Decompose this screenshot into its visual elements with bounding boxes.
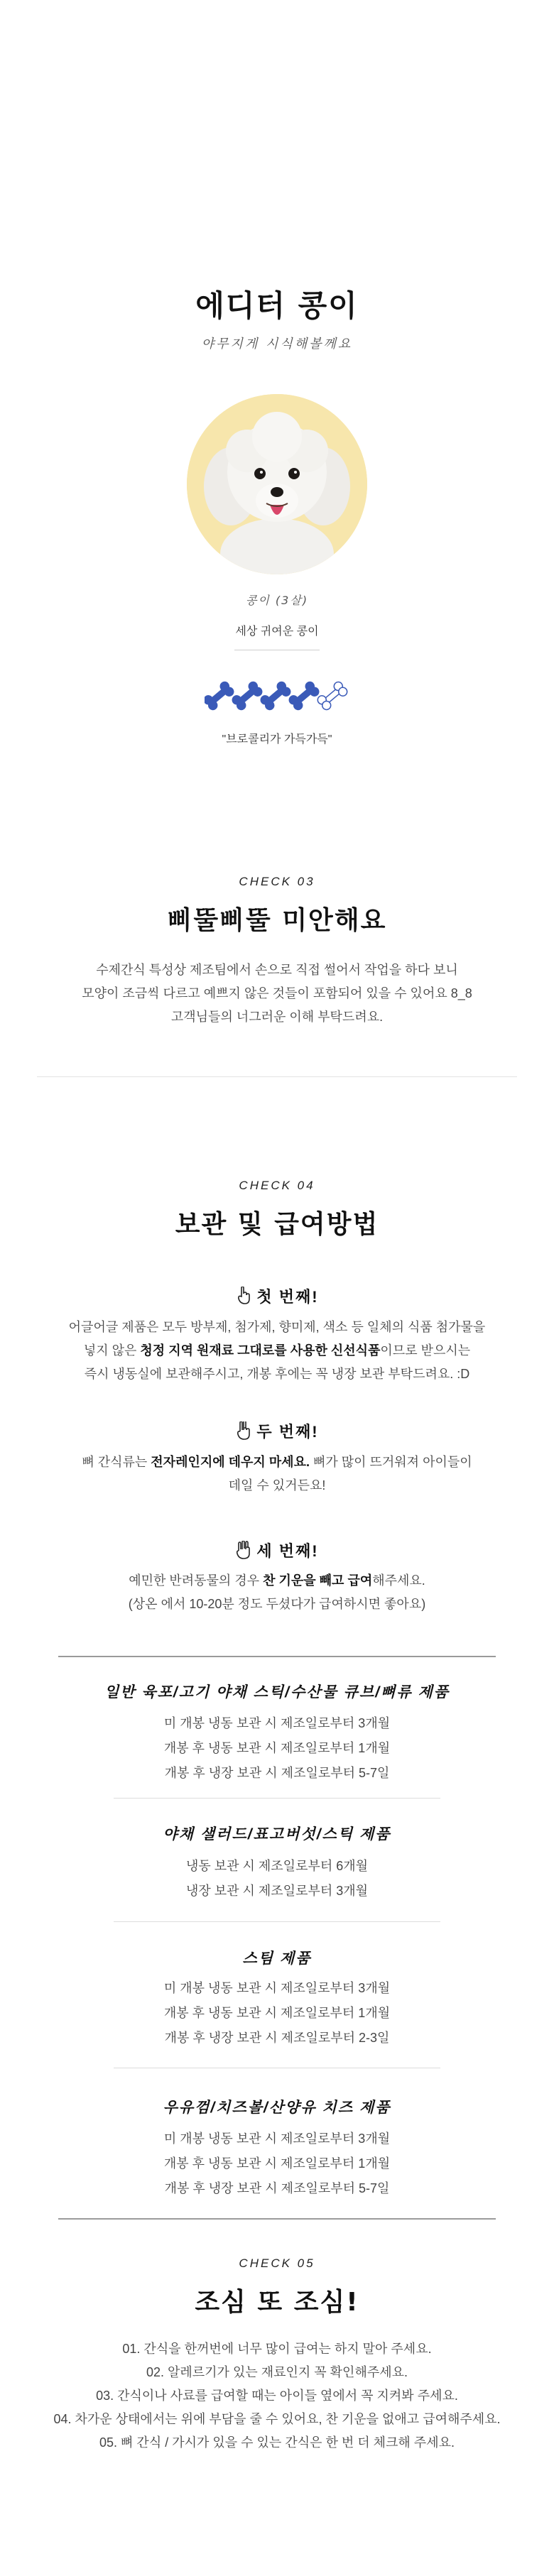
care-item: 01. 간식을 한꺼번에 너무 많이 급여는 하지 말아 주세요.: [122, 2342, 432, 2356]
step3-text: 예민한 반려동물의 경우: [129, 1573, 264, 1588]
step1-line: [0, 1339, 554, 1363]
bone-filled-icon: [205, 680, 235, 711]
step2-title: [0, 1420, 554, 1442]
storage-bottom-divider: [58, 2218, 496, 2220]
step2-line: [0, 1451, 554, 1474]
step1-body: [0, 1316, 554, 1386]
storage-line: 냉장 보관 시 제조일로부터 3개월: [185, 1884, 369, 1898]
check4-label: CHECK 04: [239, 1179, 315, 1192]
step1-title-text: 첫 번째!: [256, 1288, 319, 1306]
storage-line: 미 개봉 냉동 보관 시 제조일로부터 3개월: [163, 2132, 391, 2146]
two-fingers-icon: [235, 1421, 252, 1440]
editor-title: 에디터 콩이: [195, 288, 359, 323]
step3-body: [0, 1569, 554, 1616]
check3-line: 고객님들의 너그러운 이해 부탁드려요.: [170, 1010, 384, 1024]
bone-filled-icon: [259, 680, 292, 711]
step3-title: [0, 1539, 554, 1561]
three-fingers-icon: [235, 1541, 252, 1559]
dog-name: 콩이 (3살): [245, 594, 309, 607]
check3-label: CHECK 03: [239, 875, 315, 888]
step3-emphasis: 찬 기운을 빼고 급여: [263, 1573, 373, 1588]
storage-heading: 스팀 제품: [242, 1950, 312, 1967]
storage-heading: 우유껌/치즈볼/산양유 치즈 제품: [163, 2100, 391, 2116]
step1-text: 이므로 받으시는: [380, 1343, 471, 1358]
care-item: 04. 차가운 상태에서는 위에 부담을 줄 수 있어요, 찬 기운을 없애고 급여해주세요.: [53, 2412, 501, 2426]
storage-top-divider: [58, 1656, 496, 1657]
step1-line: 어글어글 제품은 모두 방부제, 첨가제, 향미제, 색소 등 일체의 식품 첨가물을: [68, 1320, 486, 1334]
check5-title: 조심 또 조심!: [195, 2288, 359, 2317]
storage-heading: 일반 육포/고기 야채 스틱/수산물 큐브/뼈류 제품: [104, 1684, 450, 1701]
dog-photo: [187, 394, 367, 574]
step3-text: 해주세요.: [372, 1573, 425, 1588]
storage-line: 미 개봉 냉동 보관 시 제조일로부터 3개월: [163, 1981, 391, 1995]
section-divider: [37, 1076, 517, 1077]
storage-line: 개봉 후 냉동 보관 시 제조일로부터 1개월: [163, 1741, 391, 1755]
care-list: [0, 2337, 554, 2455]
check3-title: 삐뚤삐뚤 미안해요: [167, 906, 387, 935]
step2-title-text: 두 번째!: [256, 1423, 319, 1441]
care-item: 05. 뼈 간식 / 가시가 있을 수 있는 간식은 한 번 더 체크해 주세요.: [99, 2435, 455, 2450]
check3-body: [0, 959, 554, 1029]
check5-label: CHECK 05: [239, 2256, 315, 2270]
bone-rating: [205, 675, 349, 717]
step3-title-text: 세 번째!: [256, 1542, 319, 1560]
bone-filled-icon: [288, 680, 320, 711]
step1-line: 즉시 냉동실에 보관해주시고, 개봉 후에는 꼭 냉장 보관 부탁드려요. :D: [84, 1367, 470, 1381]
storage-line: 냉동 보관 시 제조일로부터 6개월: [185, 1859, 369, 1873]
dog-description: 세상 귀여운 콩이: [235, 626, 319, 638]
storage-line: 개봉 후 냉장 보관 시 제조일로부터 5-7일: [164, 1766, 390, 1780]
step2-line: 데일 수 있거든요!: [228, 1478, 326, 1492]
step1-emphasis: 청정 지역 원재료 그대로를 사용한 신선식품: [140, 1343, 381, 1358]
storage-line: 개봉 후 냉동 보관 시 제조일로부터 1개월: [163, 2156, 391, 2171]
step3-line: (상온 에서 10-20분 정도 두셨다가 급여하시면 좋아요): [128, 1597, 426, 1611]
one-finger-icon: [235, 1287, 252, 1305]
step2-body: [0, 1451, 554, 1497]
step2-emphasis: 전자레인지에 데우지 마세요.: [151, 1455, 310, 1469]
care-item: 02. 알레르기가 있는 재료인지 꼭 확인해주세요.: [146, 2365, 408, 2379]
bone-filled-icon: [231, 680, 264, 711]
step3-line: [0, 1569, 554, 1593]
storage-heading: 야채 샐러드/표고버섯/스틱 제품: [163, 1826, 391, 1843]
storage-line: 개봉 후 냉동 보관 시 제조일로부터 1개월: [163, 2006, 391, 2020]
bone-empty-icon: [316, 680, 349, 711]
step2-text: 뼈 간식류는: [82, 1455, 151, 1469]
storage-divider: [114, 1798, 440, 1799]
storage-divider: [114, 1921, 440, 1922]
check4-title: 보관 및 급여방법: [175, 1210, 379, 1239]
care-item: 03. 간식이나 사료를 급여할 때는 아이들 옆에서 꼭 지켜봐 주세요.: [96, 2389, 458, 2403]
step1-title: [0, 1285, 554, 1307]
storage-line: 개봉 후 냉장 보관 시 제조일로부터 2-3일: [164, 2031, 390, 2045]
check3-line: 수제간식 특성상 제조팀에서 손으로 직접 썰어서 작업을 하다 보니: [96, 963, 458, 977]
step1-text: 넣지 않은: [83, 1343, 141, 1358]
dog-illustration: [187, 394, 367, 574]
step2-text: 뼈가 많이 뜨거워져 아이들이: [309, 1455, 472, 1469]
check3-line: 모양이 조금씩 다르고 예쁘지 않은 것들이 포함되어 있을 수 있어요 8_8: [82, 986, 472, 1000]
storage-line: 개봉 후 냉장 보관 시 제조일로부터 5-7일: [164, 2181, 390, 2195]
editor-quote: "브로콜리가 가득가득": [222, 733, 332, 746]
editor-subtitle: 야무지게 시식해볼께요: [201, 337, 353, 351]
storage-line: 미 개봉 냉동 보관 시 제조일로부터 3개월: [163, 1716, 391, 1730]
